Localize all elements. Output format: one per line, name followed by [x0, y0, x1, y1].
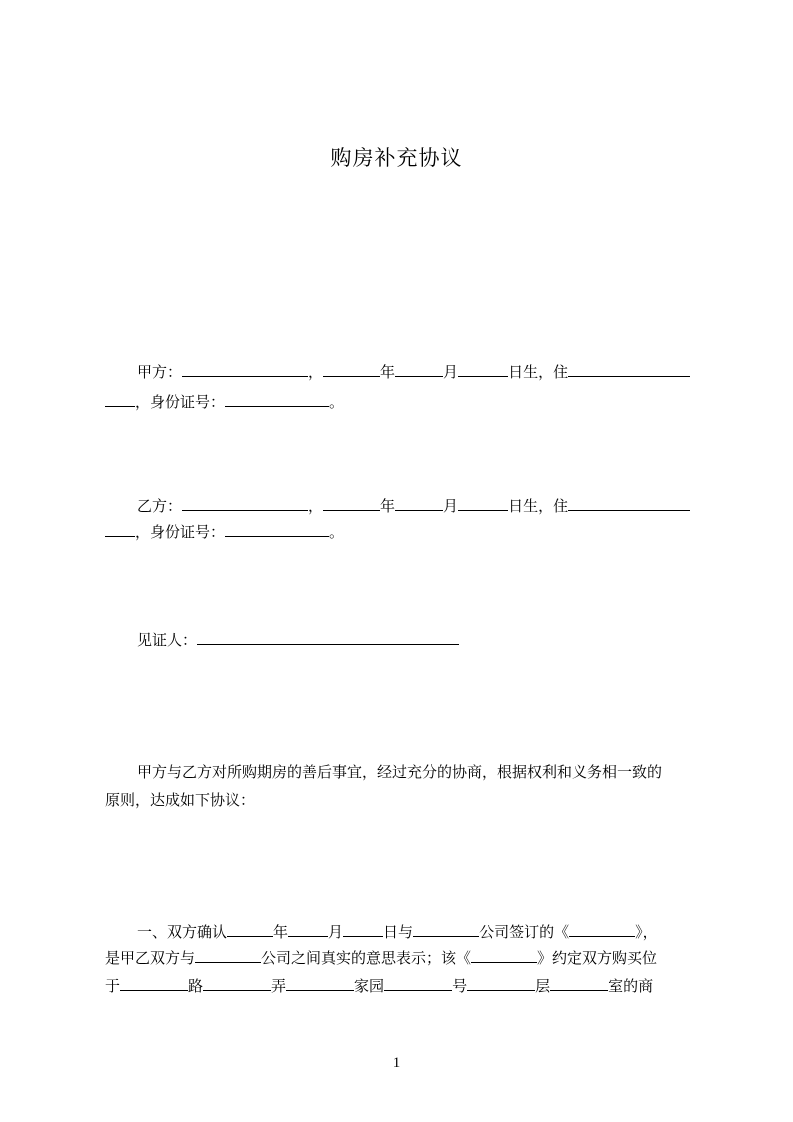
witness-blank — [197, 629, 459, 645]
party-b-year-blank — [323, 495, 380, 511]
party-a-line-1: 甲方： ， 年 月 日生，住 — [137, 360, 701, 384]
party-b-address-blank — [568, 495, 690, 511]
party-b-label: 乙方： — [137, 497, 183, 515]
party-b-month-blank — [395, 495, 443, 511]
party-b-id-blank — [225, 521, 329, 537]
party-a-id-blank — [225, 391, 329, 407]
party-a-day-blank — [458, 361, 508, 377]
party-b-line-2: ，身份证号： 。 — [105, 520, 701, 544]
intro-line-2: 原则，达成如下协议： — [105, 791, 256, 809]
party-a-label: 甲方： — [137, 363, 183, 381]
witness-line — [137, 628, 701, 652]
party-a-name-blank — [182, 361, 308, 377]
party-a-line-2: ，身份证号： 。 — [105, 390, 701, 414]
page-number: 1 — [392, 1055, 401, 1071]
party-b-day-blank — [458, 495, 508, 511]
party-a-year-blank — [323, 361, 380, 377]
party-a-address-blank — [568, 361, 690, 377]
party-b-line-1: 乙方： ， 年 月 日生，住 — [137, 494, 701, 518]
clause-1-line-1: 一、双方确认 年 月 日与 公司签订的《 》， — [137, 923, 658, 941]
party-a-month-blank — [395, 361, 443, 377]
document-title: 购房补充协议 — [330, 146, 463, 170]
clause-1-line-2: 是甲乙双方与 公司之间真实的意思表示；该《 》约定双方购买位 — [105, 949, 658, 967]
intro-line-1: 甲方与乙方对所购期房的善后事宜，经过充分的协商，根据权利和义务相一致的 — [137, 763, 663, 781]
party-b-name-blank — [182, 495, 308, 511]
witness-label: 见证人： — [137, 631, 198, 649]
clause-1-line-3: 于 路 弄 家园 号 层 室的商 — [105, 977, 654, 995]
